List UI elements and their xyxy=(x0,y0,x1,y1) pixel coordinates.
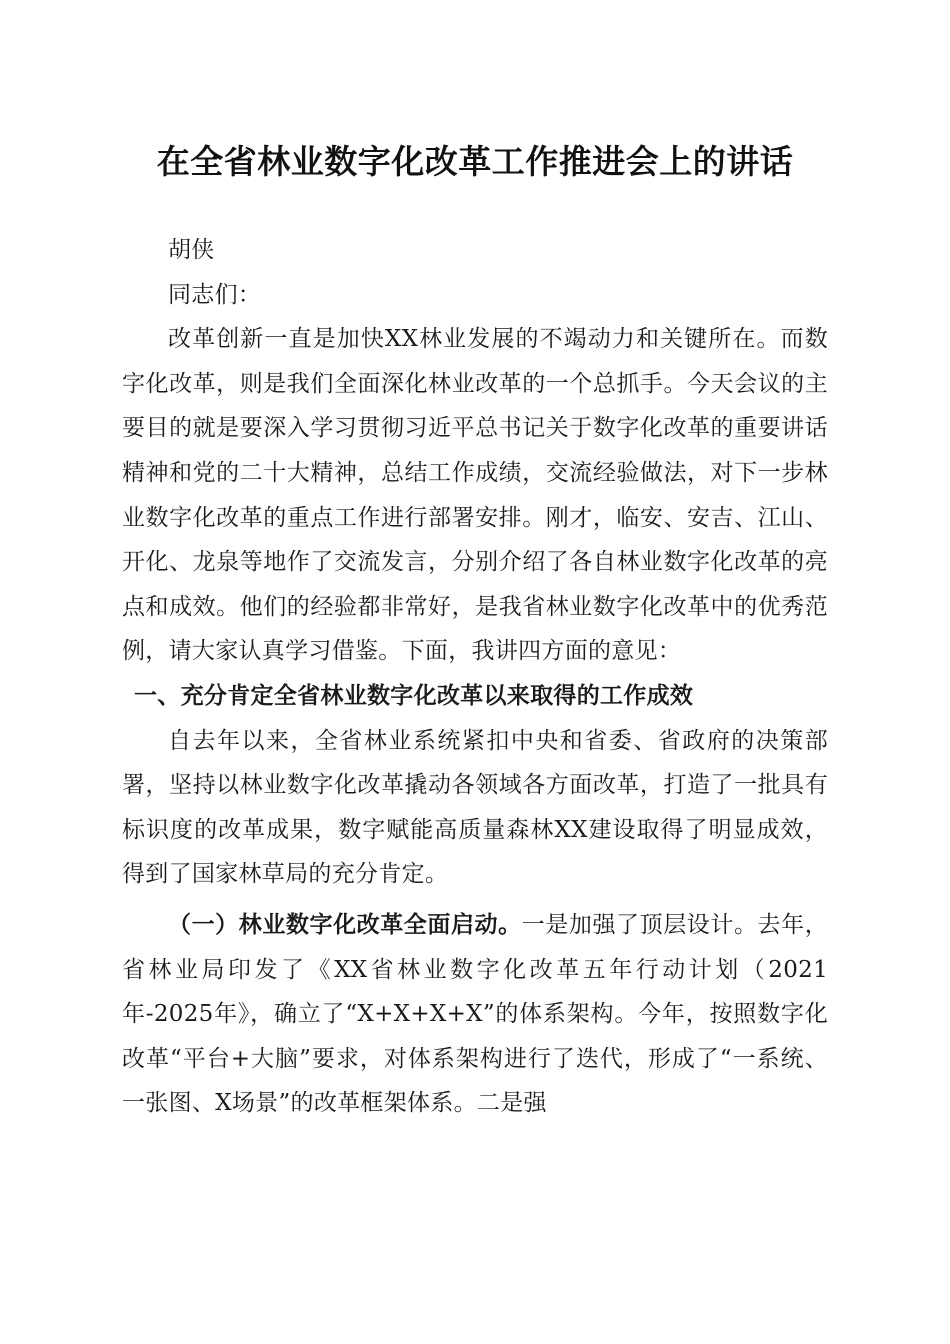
salutation: 同志们： xyxy=(168,281,262,308)
subsection-1-paragraph xyxy=(122,903,828,1126)
section-1-paragraph: 自去年以来，全省林业系统紧扣中央和省委、省政府的决策部署，坚持以林业数字化改革撬动各领域各方面改革，打造了一批具有标识度的改革成果，数字赋能高质量森林XX建设取得了明显成效，得到了国家林草局的充分肯定。 xyxy=(122,727,828,888)
document-body xyxy=(122,228,828,1126)
document-title: 在全省林业数字化改革工作推进会上的讲话 xyxy=(156,142,794,181)
intro-paragraph: 改革创新一直是加快XX林业发展的不竭动力和关键所在。而数字化改革，则是我们全面深化林业改革的一个总抓手。今天会议的主要目的就是要深入学习贯彻习近平总书记关于数字化改革的重要讲话精神和党的二十大精神，总结工作成绩，交流经验做法，对下一步林业数字化改革的重点工作进行部署安排。刚才，临安、安吉、江山、开化、龙泉等地作了交流发言，分别介绍了各自林业数字化改革的亮点和成效。他们的经验都非常好，是我省林业数字化改革中的优秀范例，请大家认真学习借鉴。下面，我讲四方面的意见： xyxy=(122,326,828,665)
section-heading-1: 一、充分肯定全省林业数字化改革以来取得的工作成效 xyxy=(134,682,694,709)
author-name: 胡侠 xyxy=(168,237,215,263)
subsection-1-body: 一是加强了顶层设计。去年，省林业局印发了《XX省林业数字化改革五年行动计划（2021年-2025年》，确立了“X+X+X+X”的体系架构。今年，按照数字化改革“平台+大脑”要求，对体系架构进行了迭代，形成了“一系统、一张图、X场景”的改革框架体系。二是强 xyxy=(122,911,828,1117)
subsection-1-lead: （一）林业数字化改革全面启动。 xyxy=(168,911,522,938)
